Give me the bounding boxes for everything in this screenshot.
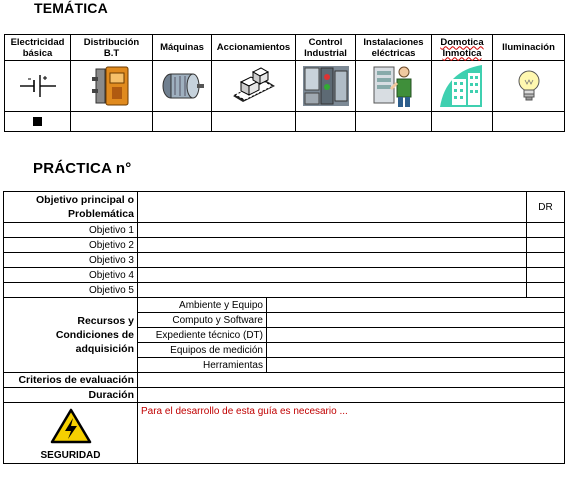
recurso-expediente-label: Expediente técnico (DT) <box>138 328 267 343</box>
recurso-medicion-field[interactable] <box>267 343 565 358</box>
tematica-selection-row <box>5 112 565 132</box>
objetivo-4-label: Objetivo 4 <box>4 268 138 283</box>
selection-cell-iluminacion[interactable] <box>493 112 565 132</box>
smart-building-icon <box>438 63 486 109</box>
selection-cell-maquinas[interactable] <box>153 112 212 132</box>
tematica-heading: TEMÁTICA <box>34 0 108 16</box>
recurso-computo-label: Computo y Software <box>138 313 267 328</box>
recurso-computo-field[interactable] <box>267 313 565 328</box>
practica-heading: PRÁCTICA n° <box>33 160 132 177</box>
selection-cell-domotica-inmotica[interactable] <box>432 112 493 132</box>
col-iluminacion: Iluminación <box>493 35 565 61</box>
objetivo-2-label: Objetivo 2 <box>4 238 138 253</box>
objetivo-row <box>4 238 565 253</box>
objetivo-row <box>4 268 565 283</box>
tematica-header-row <box>5 35 565 61</box>
col-distribucion-bt: Distribución B.T <box>71 35 153 61</box>
seguridad-row <box>4 403 565 464</box>
electrician-panel-icon <box>371 63 417 109</box>
high-voltage-warning-icon <box>50 408 92 444</box>
objetivo-3-label: Objetivo 3 <box>4 253 138 268</box>
objetivo-2-dr[interactable] <box>527 238 565 253</box>
col-instalaciones-electricas: Instalaciones eléctricas <box>356 35 432 61</box>
duracion-label: Duración <box>4 388 138 403</box>
selection-cell-control-industrial[interactable] <box>296 112 356 132</box>
col-domotica-inmotica: Domotica Inmotica <box>432 35 493 61</box>
objetivo-principal-field[interactable] <box>138 192 527 223</box>
objetivo-principal-label: Objetivo principal o Problemática <box>4 192 138 223</box>
selection-cell-instalaciones-electricas[interactable] <box>356 112 432 132</box>
objetivo-1-label: Objetivo 1 <box>4 223 138 238</box>
electric-motor-icon <box>159 69 205 103</box>
col-accionamientos: Accionamientos <box>212 35 296 61</box>
objetivo-1-field[interactable] <box>138 223 527 238</box>
light-bulb-icon <box>514 68 544 104</box>
recurso-herramientas-label: Herramientas <box>138 358 267 373</box>
recursos-label: Recursos y Condiciones de adquisición <box>4 298 138 373</box>
objetivo-row <box>4 223 565 238</box>
objetivo-4-dr[interactable] <box>527 268 565 283</box>
objetivo-row <box>4 253 565 268</box>
battery-symbol-icon <box>18 71 58 101</box>
seguridad-cell <box>4 403 138 464</box>
objetivo-3-field[interactable] <box>138 253 527 268</box>
objetivo-principal-row <box>4 192 565 223</box>
duracion-row <box>4 388 565 403</box>
selection-cell-distribucion-bt[interactable] <box>71 112 153 132</box>
recurso-expediente-field[interactable] <box>267 328 565 343</box>
recurso-ambiente-label: Ambiente y Equipo <box>138 298 267 313</box>
tematica-table <box>4 34 565 132</box>
col-control-industrial: Control Industrial <box>296 35 356 61</box>
objetivo-row <box>4 283 565 298</box>
criterios-row <box>4 373 565 388</box>
selection-cell-accionamientos[interactable] <box>212 112 296 132</box>
switchgear-icon <box>90 63 134 109</box>
recursos-row <box>4 298 565 313</box>
objetivo-4-field[interactable] <box>138 268 527 283</box>
practica-table <box>3 191 565 464</box>
objetivo-5-dr[interactable] <box>527 283 565 298</box>
col-maquinas: Máquinas <box>153 35 212 61</box>
objetivo-1-dr[interactable] <box>527 223 565 238</box>
recurso-medicion-label: Equipos de medición <box>138 343 267 358</box>
selected-marker <box>33 117 42 126</box>
recurso-herramientas-field[interactable] <box>267 358 565 373</box>
seguridad-note[interactable]: Para el desarrollo de esta guía es necesario ... <box>138 403 565 464</box>
objetivo-5-label: Objetivo 5 <box>4 283 138 298</box>
conveyor-boxes-icon <box>229 64 279 108</box>
objetivo-2-field[interactable] <box>138 238 527 253</box>
recurso-ambiente-field[interactable] <box>267 298 565 313</box>
dr-label: DR <box>527 192 565 223</box>
selection-cell-electricidad-basica[interactable] <box>5 112 71 132</box>
criterios-field[interactable] <box>138 373 565 388</box>
objetivo-3-dr[interactable] <box>527 253 565 268</box>
seguridad-label: SEGURIDAD <box>40 450 101 461</box>
objetivo-5-field[interactable] <box>138 283 527 298</box>
tematica-icon-row <box>5 61 565 112</box>
duracion-field[interactable] <box>138 388 565 403</box>
criterios-label: Criterios de evaluación <box>4 373 138 388</box>
col-electricidad-basica: Electricidad básica <box>5 35 71 61</box>
industrial-control-icon <box>302 65 350 107</box>
